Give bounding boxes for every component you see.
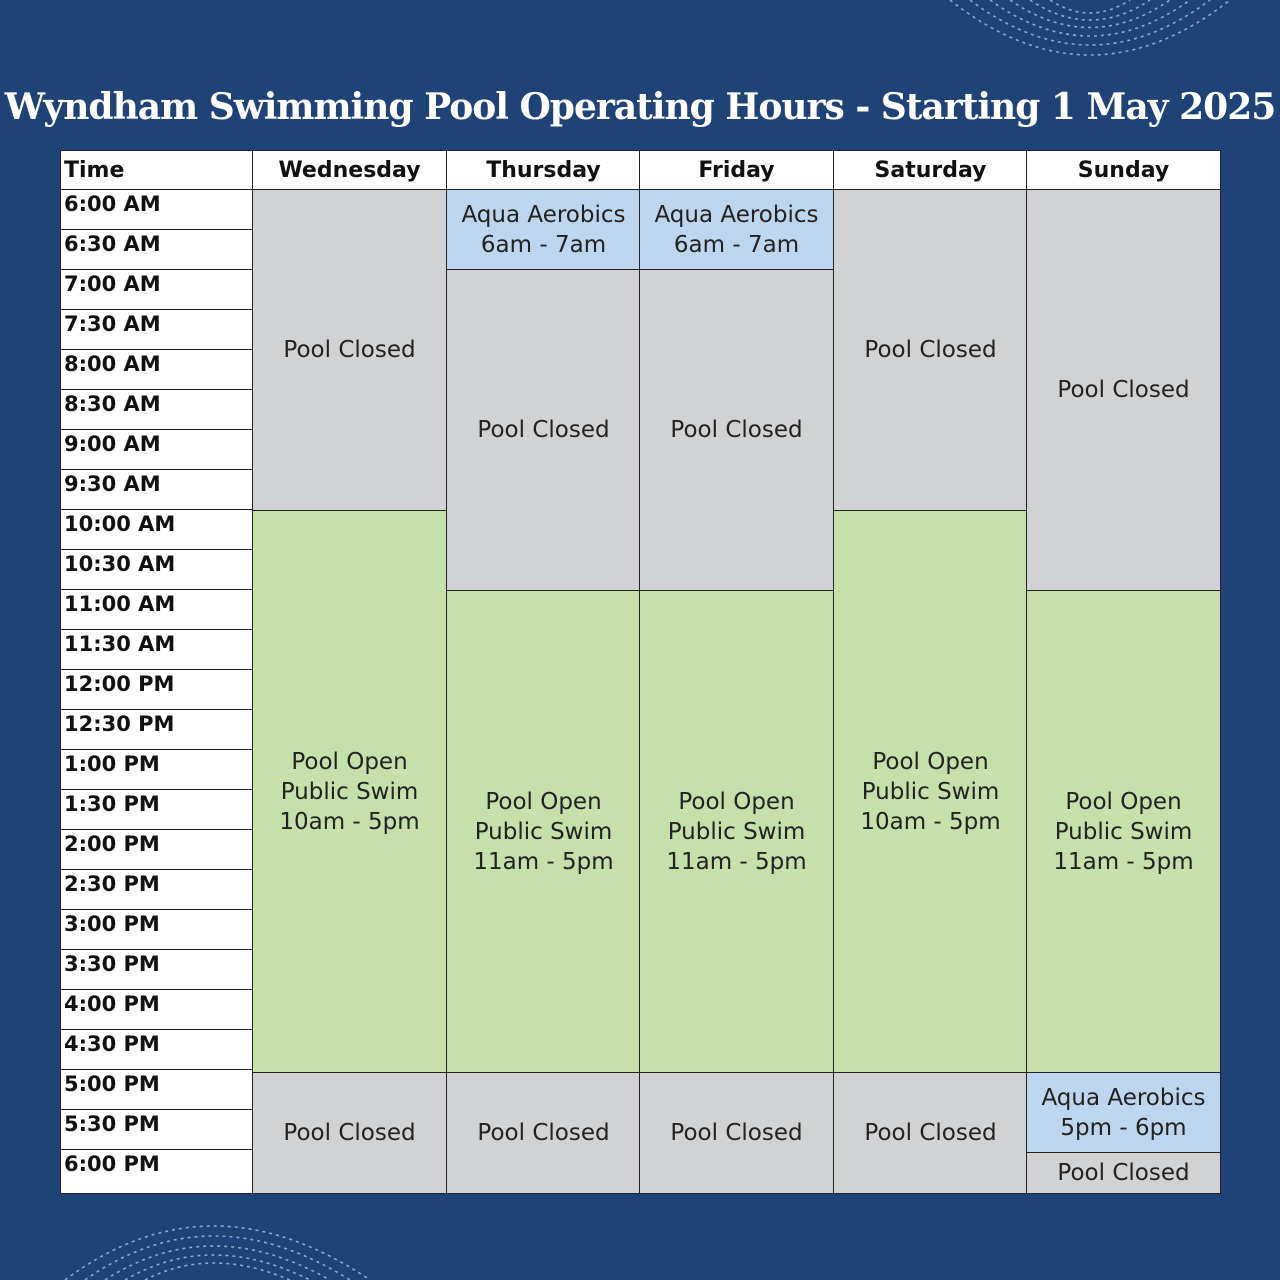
row-divider (60, 1029, 253, 1030)
block-text: 11am - 5pm (473, 848, 614, 875)
header-saturday: Saturday (874, 157, 987, 183)
block-divider (1027, 590, 1221, 591)
row-divider (60, 629, 253, 630)
row-divider (60, 349, 253, 350)
row-divider (60, 829, 253, 830)
wednesday-pool-closed-evening (253, 1073, 446, 1193)
time-label: 3:00 PM (64, 912, 160, 936)
wednesday-pool-open (253, 511, 446, 1072)
block-text: Pool Open (872, 748, 989, 775)
block-divider (447, 590, 834, 591)
row-divider (60, 309, 253, 310)
dotted-arcs-top-decoration (940, 0, 1240, 70)
sunday-aqua-aerobics (1027, 1073, 1220, 1152)
wednesday-pool-closed-morning (253, 190, 446, 510)
saturday-pool-closed-evening (834, 1073, 1027, 1193)
block-divider (447, 269, 834, 270)
time-label: 5:00 PM (64, 1072, 160, 1096)
block-text: Aqua Aerobics (1041, 1084, 1206, 1111)
header-friday: Friday (698, 157, 775, 183)
table-border-left (60, 150, 61, 1194)
friday-pool-closed-morning (640, 270, 833, 590)
sunday-pool-closed-evening (1027, 1153, 1220, 1193)
row-divider (60, 749, 253, 750)
thursday-pool-open (447, 591, 640, 1072)
block-text: 11am - 5pm (1053, 848, 1194, 875)
column-divider (639, 150, 640, 1194)
schedule-table (60, 150, 1221, 1194)
row-divider (60, 1109, 253, 1110)
row-divider (60, 709, 253, 710)
header-sunday: Sunday (1077, 157, 1170, 183)
block-text: 6am - 7am (480, 231, 607, 258)
row-divider (60, 269, 253, 270)
block-text: Pool Closed (283, 337, 416, 363)
time-label: 10:30 AM (64, 552, 176, 576)
block-text: Pool Closed (1057, 377, 1190, 403)
friday-aqua-aerobics (640, 190, 833, 269)
table-border-right (1220, 150, 1221, 1194)
header-divider (60, 189, 1221, 190)
block-text: Pool Open (678, 788, 795, 815)
time-label: 4:30 PM (64, 1032, 160, 1056)
column-divider (833, 150, 834, 1194)
block-text: 5pm - 6pm (1060, 1114, 1187, 1141)
sunday-pool-open (1027, 591, 1220, 1072)
page-title: Wyndham Swimming Pool Operating Hours - Starting 1 May 2025 (4, 86, 1276, 128)
time-label: 7:00 AM (64, 272, 161, 296)
row-divider (60, 869, 253, 870)
header-wednesday: Wednesday (278, 157, 421, 183)
row-divider (60, 909, 253, 910)
time-label: 10:00 AM (64, 512, 176, 536)
block-divider (253, 1072, 1221, 1073)
time-label: 8:30 AM (64, 392, 161, 416)
block-text: Public Swim (1054, 818, 1193, 845)
header-thursday: Thursday (486, 157, 601, 183)
time-label: 8:00 AM (64, 352, 161, 376)
row-divider (60, 389, 253, 390)
row-divider (60, 589, 253, 590)
block-divider (1027, 1152, 1221, 1153)
time-label: 1:30 PM (64, 792, 160, 816)
block-text: Aqua Aerobics (654, 201, 819, 228)
time-label: 9:00 AM (64, 432, 161, 456)
row-divider (60, 1069, 253, 1070)
saturday-pool-open (834, 511, 1027, 1072)
block-text: Pool Closed (864, 1120, 997, 1146)
block-text: Pool Closed (670, 417, 803, 443)
block-text: Pool Closed (283, 1120, 416, 1146)
time-label: 11:00 AM (64, 592, 176, 616)
row-divider (60, 509, 253, 510)
block-text: 10am - 5pm (860, 808, 1001, 835)
thursday-aqua-aerobics (447, 190, 640, 269)
row-divider (60, 949, 253, 950)
block-text: Aqua Aerobics (461, 201, 626, 228)
block-text: Pool Closed (477, 1120, 610, 1146)
time-label: 4:00 PM (64, 992, 160, 1016)
time-label: 12:00 PM (64, 672, 175, 696)
friday-pool-closed-evening (640, 1073, 833, 1193)
block-text: Public Swim (861, 778, 1000, 805)
row-divider (60, 1149, 253, 1150)
time-label: 6:00 AM (64, 192, 161, 216)
time-label: 6:30 AM (64, 232, 161, 256)
block-text: Pool Closed (477, 417, 610, 443)
block-divider (834, 510, 1027, 511)
thursday-pool-closed-evening (447, 1073, 640, 1193)
column-divider (446, 150, 447, 1194)
time-label: 5:30 PM (64, 1112, 160, 1136)
row-divider (60, 989, 253, 990)
block-text: Public Swim (280, 778, 419, 805)
time-label: 12:30 PM (64, 712, 175, 736)
row-divider (60, 789, 253, 790)
block-text: Public Swim (667, 818, 806, 845)
block-text: Public Swim (474, 818, 613, 845)
table-border-bottom (60, 1193, 1221, 1194)
column-divider (1026, 150, 1027, 1194)
column-divider (252, 150, 253, 1194)
block-text: 10am - 5pm (279, 808, 420, 835)
block-text: Pool Open (291, 748, 408, 775)
header-time: Time (64, 157, 125, 183)
time-label: 7:30 AM (64, 312, 161, 336)
block-text: Pool Closed (864, 337, 997, 363)
block-text: 11am - 5pm (666, 848, 807, 875)
time-label: 2:30 PM (64, 872, 160, 896)
time-label: 3:30 PM (64, 952, 160, 976)
row-divider (60, 469, 253, 470)
time-label: 6:00 PM (64, 1152, 160, 1176)
row-divider (60, 669, 253, 670)
block-text: Pool Open (485, 788, 602, 815)
row-divider (60, 429, 253, 430)
block-text: Pool Closed (1057, 1160, 1190, 1186)
thursday-pool-closed-morning (447, 270, 640, 590)
time-label: 11:30 AM (64, 632, 176, 656)
friday-pool-open (640, 591, 833, 1072)
time-label: 2:00 PM (64, 832, 160, 856)
block-divider (253, 510, 447, 511)
time-label: 1:00 PM (64, 752, 160, 776)
time-label: 9:30 AM (64, 472, 161, 496)
dotted-arcs-bottom-decoration (60, 1212, 380, 1280)
saturday-pool-closed-morning (834, 190, 1027, 510)
block-text: 6am - 7am (673, 231, 800, 258)
block-text: Pool Open (1065, 788, 1182, 815)
block-text: Pool Closed (670, 1120, 803, 1146)
row-divider (60, 229, 253, 230)
table-border-top (60, 150, 1221, 151)
sunday-pool-closed-morning (1027, 190, 1220, 590)
row-divider (60, 549, 253, 550)
